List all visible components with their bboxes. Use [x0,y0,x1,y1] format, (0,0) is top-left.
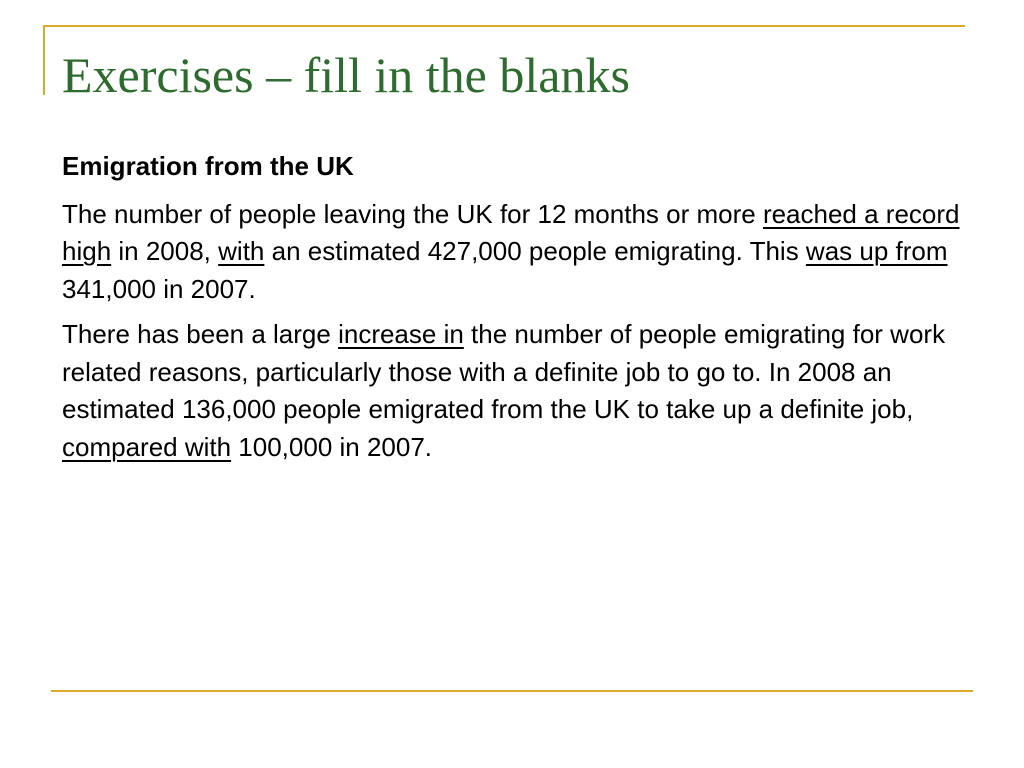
slide-title: Exercises – fill in the blanks [62,47,630,103]
paragraph-1 [62,196,972,309]
bottom-accent-line [51,690,973,692]
top-accent-line [43,25,965,27]
left-accent-line [43,25,45,95]
text-fragment: 341,000 in 2007. [62,273,256,304]
slide-body [62,148,972,474]
blank-phrase: with [218,236,265,266]
text-fragment: an estimated 427,000 people emigrating. This [264,236,806,266]
section-heading: Emigration from the UK [62,151,354,181]
text-fragment: in 2008, [111,236,219,266]
blank-phrase: compared with [62,431,232,462]
text-fragment: The number of people leaving the UK for 12 months or more [62,198,763,229]
blank-phrase: increase in [338,319,464,349]
text-fragment: There has been a large [62,319,339,349]
text-fragment: the number of people emigrating for work related reasons, particularly those with a definite job to go to. In 2008 an estimated 136,000 people emigrated from the UK to take up a definite job, [62,319,946,424]
blank-phrase: was up from [805,236,948,266]
text-fragment: 100,000 in 2007. [231,431,433,462]
blank-phrase: reached a record high [62,198,960,266]
paragraph-2 [62,316,972,466]
